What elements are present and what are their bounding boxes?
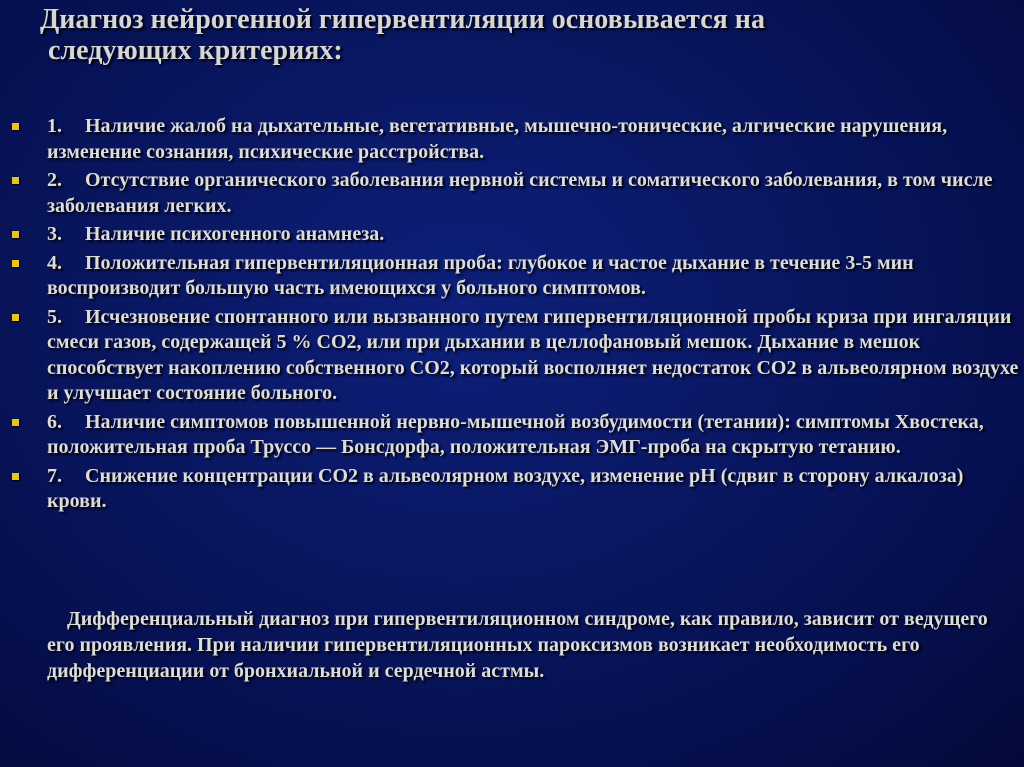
criterion-number: 6. — [47, 410, 62, 433]
square-bullet-icon — [12, 314, 19, 321]
criterion-number: 4. — [47, 251, 62, 274]
title-line-1: Диагноз нейрогенной гипервентиляции основывается на — [40, 4, 765, 35]
criterion-3 — [10, 222, 1020, 248]
criterion-text: Положительная гипервентиляционная проба: глубокое и частое дыхание в течение 3-5 мин воспроизводит большую часть имеющихся у больного симптомов. — [47, 251, 914, 299]
square-bullet-icon — [12, 419, 19, 426]
criterion-text: Наличие жалоб на дыхательные, вегетативные, мышечно-тонические, алгические нарушения, изменение сознания, психические расстройства. — [47, 115, 948, 163]
criterion-text: Отсутствие органического заболевания нервной системы и соматического заболевания, в том числе заболевания легких. — [47, 169, 993, 217]
criterion-text: Наличие психогенного анамнеза. — [85, 223, 385, 245]
criterion-6 — [10, 410, 1020, 461]
criterion-text: Наличие симптомов повышенной нервно-мышечной возбудимости (тетании): симптомы Хвостека, положительная проба Труссо — Бонсдорфа, положительная ЭМГ-проба на скрытую тетанию. — [47, 410, 984, 458]
criterion-number: 7. — [47, 464, 62, 487]
title-line-2: следующих критериях: — [48, 35, 343, 66]
criterion-4 — [10, 251, 1020, 302]
square-bullet-icon — [12, 260, 19, 267]
square-bullet-icon — [12, 177, 19, 184]
square-bullet-icon — [12, 473, 19, 480]
square-bullet-icon — [12, 231, 19, 238]
criterion-text: Снижение концентрации СО2 в альвеолярном воздухе, изменение pH (сдвиг в сторону алкалоза) крови. — [47, 464, 964, 512]
criterion-text: Исчезновение спонтанного или вызванного путем гипервентиляционной пробы криза при ингаляции смеси газов, содержащей 5 % СО2, или при дыхании в целлофановый мешок. Дыхание в мешок способствует накоплению собственного СО2, который восполняет недостаток СО2 в альвеолярном воздухе и улучшает состояние больного. — [47, 305, 1019, 404]
slide-title — [40, 4, 1000, 66]
criterion-number: 3. — [47, 223, 62, 245]
criterion-number: 5. — [47, 305, 62, 328]
criteria-list — [10, 114, 1020, 518]
criterion-number: 1. — [47, 115, 62, 137]
criterion-5 — [10, 305, 1020, 407]
square-bullet-icon — [12, 123, 19, 130]
closing-paragraph: Дифференциальный диагноз при гипервентиляционном синдроме, как правило, зависит от ведущего его проявления. При наличии гипервентиляционных пароксизмов возникает необходимость его дифференциации от бронхиальной и сердечной астмы. — [47, 608, 988, 682]
criterion-number: 2. — [47, 169, 62, 191]
criterion-2 — [10, 168, 1020, 219]
criterion-1 — [10, 114, 1020, 165]
criterion-7 — [10, 464, 1020, 515]
